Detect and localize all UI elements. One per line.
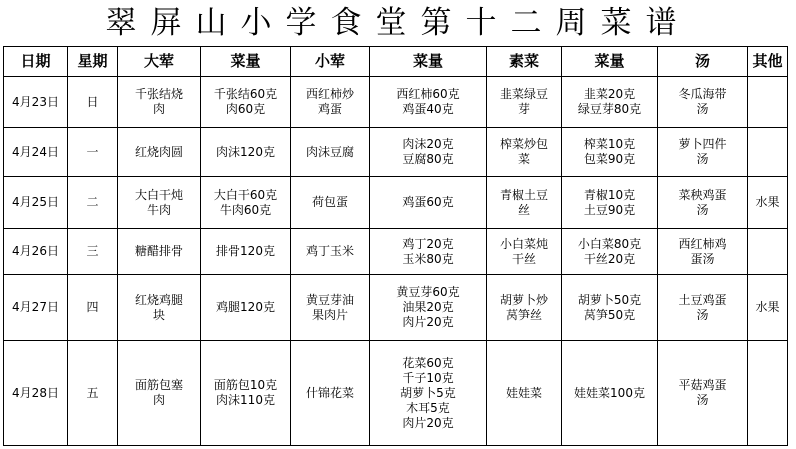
main-dish-cell	[118, 229, 201, 275]
page-title: 翠屏山小学食堂第十二周菜谱	[105, 5, 691, 41]
main-qty-cell-line: 肉60克	[225, 102, 266, 116]
veg-dish-cell	[487, 77, 562, 128]
table-row	[4, 229, 788, 275]
header-row	[4, 47, 788, 77]
main-dish-cell-line: 块	[152, 307, 165, 322]
veg-dish-cell	[487, 341, 562, 446]
other-cell	[748, 128, 788, 177]
main-dish-cell-line: 牛肉	[146, 202, 171, 217]
main-dish-cell	[118, 177, 201, 229]
small-qty-cell-line: 胡萝卜5克	[400, 385, 456, 400]
other-cell	[748, 229, 788, 275]
small-qty-cell-line: 肉沫20克	[402, 137, 454, 151]
main-dish-cell	[118, 341, 201, 446]
soup-cell	[658, 128, 748, 177]
header-main-qty: 菜量	[201, 47, 291, 77]
table-row	[4, 128, 788, 177]
main-qty-cell	[201, 275, 291, 341]
small-qty-cell	[370, 275, 487, 341]
veg-dish-cell-line: 娃娃菜	[505, 385, 542, 400]
veg-qty-cell-line: 土豆90克	[583, 202, 636, 217]
main-qty-cell	[201, 229, 291, 275]
veg-qty-cell-line: 绿豆芽80克	[577, 102, 642, 116]
soup-cell-line: 平菇鸡蛋	[678, 378, 727, 392]
small-qty-cell-line: 玉米80克	[402, 251, 454, 266]
small-qty-cell	[370, 229, 487, 275]
table-row	[4, 177, 788, 229]
main-qty-cell	[201, 77, 291, 128]
table-row	[4, 275, 788, 341]
small-qty-cell-line: 油果20克	[402, 300, 454, 314]
soup-cell-line: 汤	[696, 152, 709, 166]
small-dish-cell	[291, 275, 370, 341]
small-dish-cell-line: 黄豆芽油	[305, 292, 354, 307]
main-dish-cell	[118, 77, 201, 128]
small-dish-cell-line: 荷包蛋	[311, 195, 348, 209]
small-qty-cell-line: 肉片20克	[402, 315, 454, 329]
small-qty-cell	[370, 177, 487, 229]
main-qty-cell-line: 大白干60克	[213, 187, 278, 202]
date-cell: 4月28日	[4, 341, 68, 446]
header-veg-dish: 素菜	[487, 47, 562, 77]
main-dish-cell-line: 红烧肉圆	[134, 144, 183, 159]
main-qty-cell-line: 排骨120克	[216, 244, 275, 258]
veg-dish-cell-line: 丝	[517, 202, 530, 217]
veg-dish-cell-line: 菜	[517, 152, 530, 166]
main-dish-cell-line: 红烧鸡腿	[134, 292, 183, 307]
veg-dish-cell-line: 芽	[517, 102, 530, 116]
veg-dish-cell-line: 小白菜炖	[499, 236, 548, 251]
weekday-cell: 五	[68, 341, 118, 446]
veg-qty-cell	[562, 77, 658, 128]
weekday-cell: 二	[68, 177, 118, 229]
main-dish-cell-line: 肉	[152, 102, 165, 116]
soup-cell-line: 西红柿鸡	[678, 236, 727, 251]
header-soup: 汤	[658, 47, 748, 77]
veg-dish-cell-line: 青椒土豆	[499, 187, 548, 202]
small-dish-cell-line: 果肉片	[311, 307, 348, 322]
main-qty-cell-line: 鸡腿120克	[216, 300, 275, 314]
header-small-qty: 菜量	[370, 47, 487, 77]
header-small-dish: 小荤	[291, 47, 370, 77]
veg-dish-cell-line: 榨菜炒包	[499, 137, 548, 151]
small-qty-cell-line: 豆腐80克	[402, 152, 454, 166]
small-qty-cell-line: 黄豆芽60克	[396, 285, 460, 299]
small-qty-cell-line: 花菜60克	[402, 355, 454, 370]
date-cell: 4月25日	[4, 177, 68, 229]
veg-qty-cell	[562, 128, 658, 177]
weekday-cell: 四	[68, 275, 118, 341]
small-qty-cell-line: 肉片20克	[402, 415, 454, 430]
small-dish-cell-line: 西红柿炒	[305, 87, 354, 101]
veg-qty-cell-line: 青椒10克	[583, 187, 636, 202]
date-cell: 4月23日	[4, 77, 68, 128]
main-dish-cell-line: 大白干炖	[134, 187, 183, 202]
veg-qty-cell	[562, 275, 658, 341]
veg-qty-cell	[562, 229, 658, 275]
veg-dish-cell-line: 莴笋丝	[505, 307, 542, 322]
small-qty-cell	[370, 128, 487, 177]
veg-qty-cell-line: 包菜90克	[583, 152, 636, 166]
small-qty-cell-line: 千子10克	[402, 370, 454, 385]
veg-qty-cell-line: 莴笋50克	[583, 307, 636, 322]
main-dish-cell-line: 面筋包塞	[134, 378, 183, 392]
soup-cell	[658, 275, 748, 341]
date-cell: 4月26日	[4, 229, 68, 275]
soup-cell-line: 汤	[696, 393, 709, 407]
small-dish-cell	[291, 229, 370, 275]
small-qty-cell-line: 鸡蛋60克	[402, 195, 454, 209]
small-qty-cell	[370, 77, 487, 128]
main-qty-cell	[201, 177, 291, 229]
soup-cell	[658, 229, 748, 275]
veg-qty-cell-line: 韭菜20克	[583, 87, 636, 101]
veg-dish-cell	[487, 177, 562, 229]
main-qty-cell-line: 千张结60克	[213, 87, 278, 101]
date-cell: 4月24日	[4, 128, 68, 177]
veg-qty-cell	[562, 341, 658, 446]
veg-dish-cell-line: 干丝	[511, 251, 536, 266]
header-weekday: 星期	[68, 47, 118, 77]
table-row	[4, 341, 788, 446]
small-qty-cell-line: 鸡丁20克	[402, 236, 454, 251]
header-veg-qty: 菜量	[562, 47, 658, 77]
weekday-cell: 一	[68, 128, 118, 177]
veg-qty-cell	[562, 177, 658, 229]
main-qty-cell	[201, 128, 291, 177]
small-dish-cell-line: 什锦花菜	[305, 385, 354, 400]
main-qty-cell-line: 牛肉60克	[219, 202, 272, 217]
small-qty-cell	[370, 341, 487, 446]
main-qty-cell-line: 肉沫120克	[216, 144, 275, 159]
small-dish-cell	[291, 77, 370, 128]
main-dish-cell	[118, 275, 201, 341]
header-main-dish: 大荤	[118, 47, 201, 77]
small-dish-cell-line: 肉沫豆腐	[305, 144, 354, 159]
soup-cell-line: 汤	[696, 102, 709, 116]
veg-qty-cell-line: 胡萝卜50克	[577, 292, 642, 307]
soup-cell-line: 汤	[696, 307, 709, 322]
soup-cell-line: 菜秧鸡蛋	[678, 187, 727, 202]
main-dish-cell-line: 千张结烧	[134, 87, 183, 101]
soup-cell	[658, 177, 748, 229]
small-qty-cell-line: 西红柿60克	[396, 87, 460, 101]
other-cell: 水果	[748, 275, 788, 341]
soup-cell-line: 土豆鸡蛋	[678, 292, 727, 307]
main-dish-cell-line: 肉	[152, 393, 165, 407]
veg-dish-cell-line: 胡萝卜炒	[499, 292, 548, 307]
small-dish-cell	[291, 177, 370, 229]
other-cell: 水果	[748, 177, 788, 229]
small-dish-cell-line: 鸡丁玉米	[305, 244, 354, 258]
soup-cell-line: 蛋汤	[690, 251, 715, 266]
veg-qty-cell-line: 娃娃菜100克	[574, 385, 645, 400]
menu-body	[4, 77, 788, 446]
small-dish-cell	[291, 128, 370, 177]
main-qty-cell-line: 肉沫110克	[216, 393, 275, 407]
soup-cell	[658, 77, 748, 128]
table-row	[4, 77, 788, 128]
weekday-cell: 日	[68, 77, 118, 128]
other-cell	[748, 341, 788, 446]
main-dish-cell-line: 糖醋排骨	[134, 244, 183, 258]
other-cell	[748, 77, 788, 128]
soup-cell	[658, 341, 748, 446]
small-dish-cell-line: 鸡蛋	[317, 102, 342, 116]
soup-cell-line: 萝卜四件	[678, 137, 727, 151]
main-qty-cell-line: 面筋包10克	[213, 378, 278, 392]
main-qty-cell	[201, 341, 291, 446]
soup-cell-line: 汤	[696, 202, 709, 217]
veg-dish-cell-line: 韭菜绿豆	[499, 87, 548, 101]
small-qty-cell-line: 鸡蛋40克	[402, 102, 454, 116]
veg-qty-cell-line: 小白菜80克	[577, 236, 642, 251]
header-date: 日期	[4, 47, 68, 77]
veg-dish-cell	[487, 229, 562, 275]
small-qty-cell-line: 木耳5克	[406, 400, 450, 415]
weekday-cell: 三	[68, 229, 118, 275]
veg-qty-cell-line: 榨菜10克	[583, 137, 636, 151]
header-other: 其他	[748, 47, 788, 77]
veg-qty-cell-line: 干丝20克	[583, 251, 636, 266]
small-dish-cell	[291, 341, 370, 446]
main-dish-cell	[118, 128, 201, 177]
veg-dish-cell	[487, 128, 562, 177]
soup-cell-line: 冬瓜海带	[678, 87, 727, 101]
menu-table	[3, 46, 788, 446]
veg-dish-cell	[487, 275, 562, 341]
date-cell: 4月27日	[4, 275, 68, 341]
